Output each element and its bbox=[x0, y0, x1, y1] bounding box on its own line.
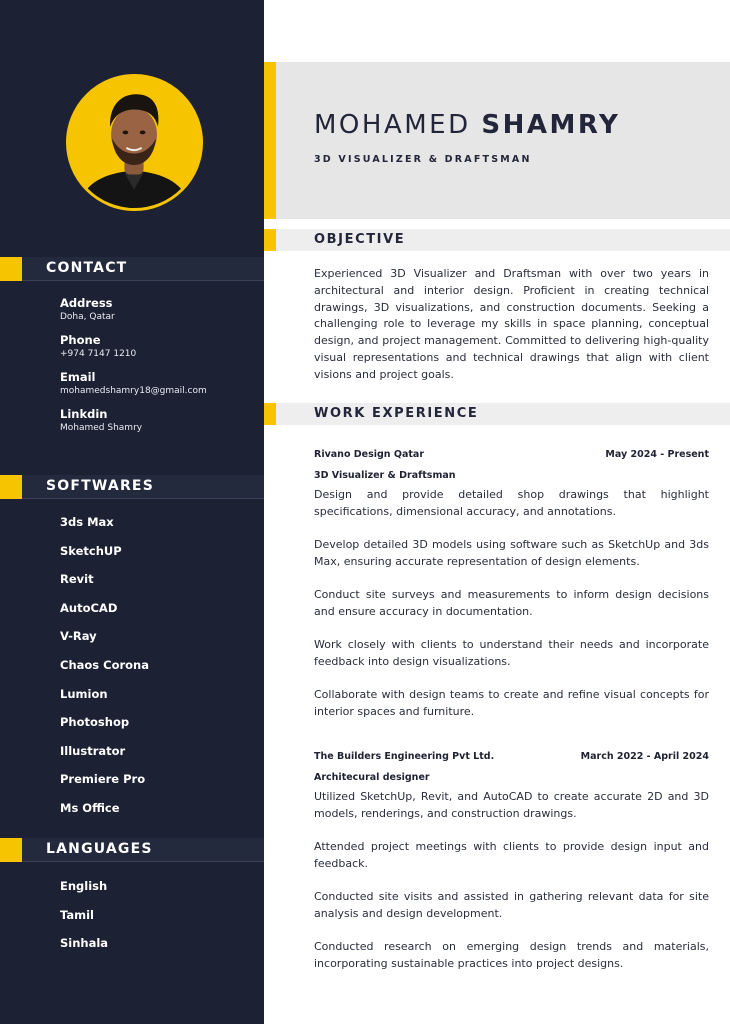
person-avatar-icon bbox=[69, 77, 200, 208]
software-item: AutoCAD bbox=[60, 600, 118, 615]
job-company: The Builders Engineering Pvt Ltd. bbox=[314, 751, 495, 762]
work-experience-heading bbox=[264, 403, 730, 425]
job-duty: Work closely with clients to understand their needs and incorporate feedback into design visualizations. bbox=[314, 638, 709, 669]
objective-heading-label: OBJECTIVE bbox=[314, 232, 406, 247]
section-accent bbox=[0, 257, 22, 281]
language-item: Tamil bbox=[60, 907, 94, 922]
job-duty: Conducted site visits and assisted in gathering relevant data for site analysis and design development. bbox=[314, 890, 709, 920]
sidebar bbox=[0, 0, 264, 1024]
contact-label: Address bbox=[60, 296, 113, 310]
job-duty: Conduct site surveys and measurements to inform design decisions and ensure accuracy in documentation. bbox=[314, 588, 709, 618]
job-role: 3D VISUALIZER & DRAFTSMAN bbox=[314, 154, 532, 165]
contact-linkedin bbox=[60, 407, 260, 435]
job-duty: Collaborate with design teams to create and refine visual concepts for interior spaces and furniture. bbox=[314, 688, 709, 719]
language-item: Sinhala bbox=[60, 936, 109, 951]
first-name: MOHAMED bbox=[314, 110, 471, 140]
job-title: Architecural designer bbox=[314, 772, 430, 783]
contact-heading bbox=[0, 257, 264, 281]
language-item: English bbox=[60, 879, 108, 893]
header-accent bbox=[264, 62, 276, 219]
job-duty: Attended project meetings with clients to provide design input and feedback. bbox=[314, 840, 709, 870]
objective-heading bbox=[264, 229, 730, 251]
contact-heading-label: CONTACT bbox=[46, 260, 128, 276]
contact-label: Email bbox=[60, 370, 96, 384]
contact-value: +974 7147 1210 bbox=[60, 349, 137, 359]
job-duty: Design and provide detailed shop drawings that highlight specifications, dimensional accuracy, and annotations. bbox=[314, 488, 709, 518]
objective-text: Experienced 3D Visualizer and Draftsman with over two years in architectural and interior design. Proficient in creating technical drawings, 3D visualizations, and construction documents. Seeking a challenging role to leverage my skills in space planning, conceptual design, and project management. Committed to delivering high-quality visual representations and technical drawings that align with client visions and project goals. bbox=[314, 267, 709, 381]
job-dates: May 2024 - Present bbox=[605, 449, 709, 460]
software-item: Ms Office bbox=[60, 800, 120, 815]
person-name bbox=[314, 110, 620, 140]
job-header bbox=[314, 751, 709, 769]
job-company: Rivano Design Qatar bbox=[314, 449, 425, 460]
software-item: Premiere Pro bbox=[60, 772, 146, 787]
job-title: 3D Visualizer & Draftsman bbox=[314, 470, 456, 481]
languages-list bbox=[60, 877, 260, 963]
job-entry bbox=[314, 751, 709, 989]
job-duty: Develop detailed 3D models using software such as SketchUp and 3ds Max, ensuring accurate representation of design elements. bbox=[314, 538, 709, 568]
section-accent bbox=[264, 229, 276, 251]
contact-phone bbox=[60, 333, 260, 361]
job-duty: Conducted research on emerging design trends and materials, incorporating sustainable practices into project designs. bbox=[314, 940, 709, 971]
contact-list bbox=[60, 296, 260, 444]
software-item: Chaos Corona bbox=[60, 657, 149, 672]
section-accent bbox=[0, 475, 22, 499]
languages-heading-label: LANGUAGES bbox=[46, 841, 153, 857]
profile-photo bbox=[66, 74, 203, 211]
job-header bbox=[314, 449, 709, 467]
software-item: SketchUP bbox=[60, 543, 122, 558]
software-item: Illustrator bbox=[60, 743, 126, 758]
job-entry bbox=[314, 449, 709, 737]
job-dates: March 2022 - April 2024 bbox=[580, 751, 709, 762]
software-item: Photoshop bbox=[60, 715, 130, 730]
software-item: V-Ray bbox=[60, 629, 97, 644]
contact-email bbox=[60, 370, 260, 398]
last-name: SHAMRY bbox=[481, 110, 621, 140]
software-item: Lumion bbox=[60, 686, 108, 701]
name-header bbox=[264, 62, 730, 219]
languages-heading bbox=[0, 838, 264, 862]
job-duty: Utilized SketchUp, Revit, and AutoCAD to create accurate 2D and 3D models, renderings, and construction drawings. bbox=[314, 790, 709, 820]
contact-value[interactable]: mohamedshamry18@gmail.com bbox=[60, 386, 207, 396]
contact-label: Linkdin bbox=[60, 407, 108, 421]
softwares-heading-label: SOFTWARES bbox=[46, 478, 154, 494]
software-item: Revit bbox=[60, 572, 94, 587]
contact-value: Doha, Qatar bbox=[60, 312, 115, 322]
software-item: 3ds Max bbox=[60, 515, 114, 529]
contact-address bbox=[60, 296, 260, 324]
softwares-heading bbox=[0, 475, 264, 499]
contact-label: Phone bbox=[60, 333, 101, 347]
softwares-list bbox=[60, 513, 260, 828]
section-accent bbox=[0, 838, 22, 862]
work-experience-heading-label: WORK EXPERIENCE bbox=[314, 406, 479, 421]
contact-value[interactable]: Mohamed Shamry bbox=[60, 423, 143, 433]
section-accent bbox=[264, 403, 276, 425]
